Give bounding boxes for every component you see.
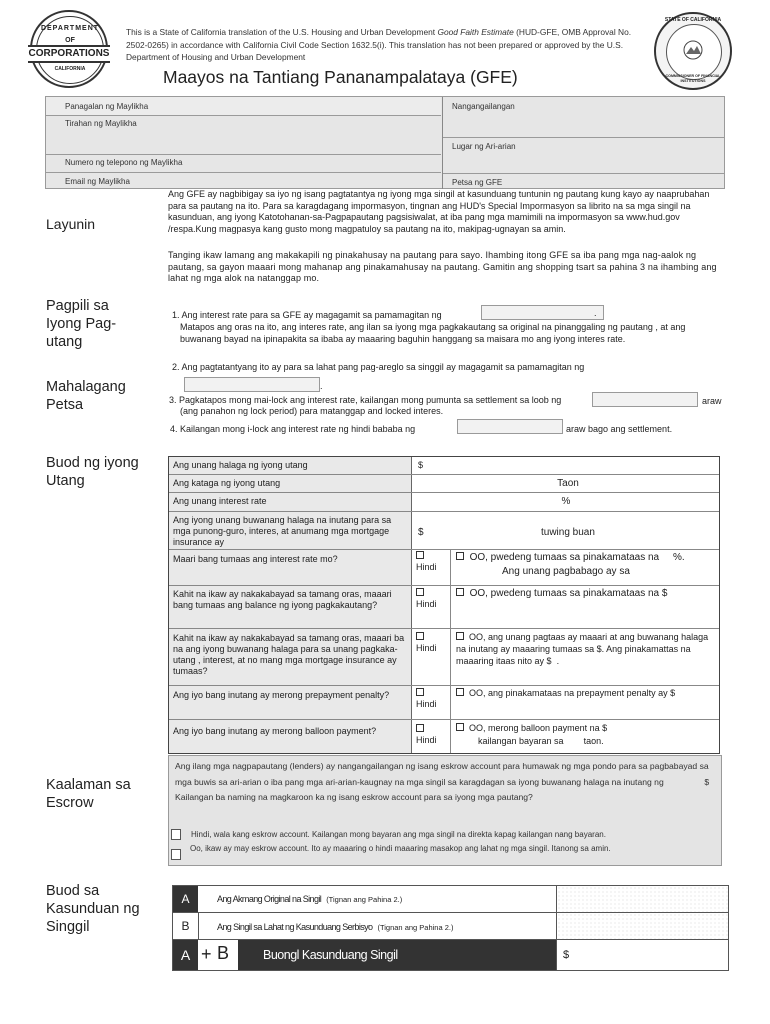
no-label: Hindi xyxy=(416,699,437,709)
loan-amount-label: Ang unang halaga ng iyong utang xyxy=(173,460,308,470)
yes-suffix: %. xyxy=(673,552,685,563)
state-of-california-seal xyxy=(654,12,732,90)
yes-suffix: . xyxy=(556,656,560,666)
yes-text: OO, merong balloon payment na $ xyxy=(469,723,608,733)
row-divider xyxy=(169,511,719,512)
property-field[interactable] xyxy=(443,137,724,174)
borrower-field[interactable] xyxy=(443,97,724,138)
checkbox-icon[interactable] xyxy=(416,632,424,640)
yes-text: OO, pwedeng tumaas sa pinakamataas na $ xyxy=(469,588,668,599)
origination-charges-amount[interactable] xyxy=(556,886,729,912)
item4-suffix: araw bago ang settlement. xyxy=(566,424,673,434)
item1-suffix: . xyxy=(594,308,597,318)
translation-notice xyxy=(126,26,646,64)
row-divider xyxy=(169,549,719,550)
escrow-no-checkbox[interactable] xyxy=(171,829,181,840)
row-divider xyxy=(169,628,719,629)
prepayment-penalty-no-option[interactable] xyxy=(416,688,450,710)
escrow-text-1: Ang ilang mga nagpapautang (lenders) ay nangangailangan ng isang eskrow account para humawak ng mga pondo para sa pagbabayad sa mga buwis sa ari-arian o iba pang mga ari-arian-kaugnay na mga singil sa karagdagan sa iyong buwanang halaga na inutang ng xyxy=(175,761,709,787)
monthly-payment-suffix: tuwing buan xyxy=(541,527,595,538)
checkbox-icon[interactable] xyxy=(416,551,424,559)
origination-charges-row xyxy=(173,886,728,913)
monthly-payment-label: Ang iyong unang buwanang halaga na inutang para sa mga punong-guro, interes, at anumang mga mortgage insurance ay xyxy=(173,515,392,547)
checkbox-icon[interactable] xyxy=(456,588,464,596)
item1-text: 1. Ang interest rate para sa GFE ay magagamit sa pamamagitan ng xyxy=(172,310,442,320)
item3-subtext: (ang panahon ng lock period) para matanggap and locked interes. xyxy=(180,406,444,416)
item3-text: 3. Pagkatapos mong mai-lock ang interest rate, kailangan mong pumunta sa settlement sa loob ng xyxy=(169,395,562,405)
loan-summary-section-title: Buod ng iyong Utang xyxy=(46,455,139,489)
balloon-payment-no-option[interactable] xyxy=(416,724,450,746)
rate-rise-yes-option[interactable] xyxy=(456,551,718,579)
escrow-yes-option: Oo, ikaw ay may eskrow account. Ito ay maaaring o hindi maaaring masakop ang lahat ng mga singil. Itanong sa amin. xyxy=(190,844,611,853)
escrow-text-1-suffix: $ xyxy=(704,776,710,787)
balance-rise-no-option[interactable] xyxy=(416,588,450,610)
lender-address-label: Tirahan ng Maylikha xyxy=(65,119,137,128)
settlement-services-amount[interactable] xyxy=(556,913,729,939)
purpose-paragraph-2: Tanging ikaw lamang ang makakapili ng pinakahusay na pautang para sayo. Ihambing itong GFE sa iba pang mga nag-aalok ng pautang, sa gayon maaari mong mahanap ang pinakamahusay na pautang. Gamitin ang shopping tsart sa pahina 3 na ihambing ang lahat ng mga alok na natanggap mo. xyxy=(168,250,717,283)
monthly-payment-dollar[interactable]: $ xyxy=(418,527,424,538)
no-label: Hindi xyxy=(416,643,437,653)
interest-rate-label: Ang unang interest rate xyxy=(173,496,267,506)
escrow-no-option: Hindi, wala kang eskrow account. Kailangan mong bayaran ang mga singil na direkta kapag kailangan nang bayaran. xyxy=(191,830,606,839)
interest-rate-date-input[interactable] xyxy=(481,305,604,320)
checkbox-icon[interactable] xyxy=(456,723,464,731)
seal-emblem-icon xyxy=(681,38,705,62)
notice-part-1: This is a State of California translation of the U.S. Housing and Urban Development xyxy=(126,27,438,37)
first-change-text: Ang unang pagbabago ay sa xyxy=(502,566,630,577)
balloon-payment-question: Ang iyo bang inutang ay merong balloon payment? xyxy=(173,726,377,736)
balance-rise-yes-option[interactable] xyxy=(456,588,718,599)
notice-part-2: (HUD-GFE, OMB Approval No. 2502-0265) in accordance with California Civil Code Section 1632.5(i). This translation has not been prepared or approved by the U.S. Department of Housing and Urban Development xyxy=(126,27,632,62)
settlement-services-row xyxy=(173,913,728,940)
rate-rise-question: Maari bang tumaas ang interest rate mo? xyxy=(173,554,338,564)
balance-rise-question: Kahit na ikaw ay nakakabayad sa tamang oras, maaari bang tumaas ang balance ng iyong pagkakautang? xyxy=(173,589,392,610)
total-letter-a: A xyxy=(173,940,198,970)
purpose-paragraph-1: Ang GFE ay nagbibigay sa iyo ng isang pagtatantya ng iyong mga singil at kasunduang tuntunin ng pautang kung kayo ay naaprubahan para sa pautang na ito. Para sa karagdagang impormasyon, tingnan ang HUD's Special Impormasyon sa librito na sa mga singil na kasunduan, ang iyong Katotohanan-sa-Pagpapautang pagsisiwalat, at iba pang mga mamimili na impormasyon sa www.hud.gov /respa.Kung magpasya kang gusto mong magpatuloy sa pautang na ito, makipag-ugnayan sa amin. xyxy=(168,189,710,234)
yes-text: OO, pwedeng tumaas sa pinakamataas na xyxy=(469,552,660,563)
item2-text: 2. Ang pagtatantyang ito ay para sa lahat pang pag-areglo sa singgil ay magagamit sa pamamagitan ng xyxy=(172,362,585,372)
total-settlement-amount[interactable] xyxy=(556,940,729,970)
lender-phone-label: Numero ng telepono ng Maylikha xyxy=(65,158,183,167)
settlement-services-label xyxy=(217,922,453,932)
interest-rate-value[interactable]: % xyxy=(561,496,571,507)
yes-text: OO, ang pinakamataas na prepayment penalty ay $ xyxy=(469,688,676,698)
borrower-label: Nangangailangan xyxy=(452,102,515,111)
page-title: Maayos na Tantiang Pananampalataya (GFE) xyxy=(163,67,518,87)
rate-rise-no-option[interactable] xyxy=(416,551,450,573)
yes-no-divider xyxy=(450,550,451,753)
checkbox-icon[interactable] xyxy=(456,632,464,640)
services-label-text: Ang Singil sa Lahat ng Kasunduang Serbisyo xyxy=(217,922,373,932)
no-label: Hindi xyxy=(416,735,437,745)
seal-middle-text: OF xyxy=(65,37,75,44)
item4-text: 4. Kailangan mong i-lock ang interest rate ng hindi bababa ng xyxy=(170,424,416,434)
department-of-corporations-seal xyxy=(30,10,108,88)
seal-top-text: DEPARTMENT xyxy=(40,25,100,32)
lender-address-field[interactable] xyxy=(46,116,441,155)
yes-text: OO, ang unang pagtaas ay maaari at ang buwanang halaga na inutang ay maaaring tumaas sa $. Ang pinakamattas na maaaring itaas nito ay $ xyxy=(456,632,709,666)
row-divider xyxy=(169,492,719,493)
payment-rise-question: Kahit na ikaw ay nakakabayad sa tamang oras, maaari ba na ang iyong buwanang halaga para sa unang pagkaka-utang , interest, at no mang mga mortgage insurance ay tumaas? xyxy=(173,633,405,676)
total-settlement-label: Buongl Kasunduang Singil xyxy=(263,948,398,962)
row-divider xyxy=(169,474,719,475)
loan-term-label: Ang kataga ng iyong utang xyxy=(173,478,281,488)
settlement-section-title: Buod sa Kasunduan ng Singgil xyxy=(46,883,140,935)
checkbox-icon[interactable] xyxy=(456,552,464,560)
lender-email-field[interactable] xyxy=(46,172,441,189)
loan-term-value[interactable]: Taon xyxy=(557,478,579,489)
row-divider xyxy=(169,585,719,586)
interest-rate-availability-text xyxy=(172,310,732,322)
seal-commissioner-text: COMMISSIONER OF FINANCIAL INSTITUTIONS xyxy=(665,74,721,83)
purpose-section-title: Layunin xyxy=(46,216,96,232)
checkbox-icon[interactable] xyxy=(456,688,464,696)
no-label: Hindi xyxy=(416,562,437,572)
lender-name-label: Panagalan ng Maylikha xyxy=(65,102,149,111)
seal-state-text: STATE OF CALIFORNIA xyxy=(664,17,722,23)
checkbox-icon[interactable] xyxy=(416,724,424,732)
lender-email-label: Email ng Maylikha xyxy=(65,177,130,186)
balloon-payment-yes-option[interactable] xyxy=(456,722,718,748)
dates-section-title: Mahalagang Petsa xyxy=(46,379,126,413)
checkbox-icon[interactable] xyxy=(416,688,424,696)
services-hint: (Tignan ang Pahina 2.) xyxy=(377,923,454,932)
gfe-date-label: Petsa ng GFE xyxy=(452,178,503,187)
escrow-intro-text xyxy=(175,759,715,806)
origination-hint: (Tignan ang Pahina 2.) xyxy=(326,895,403,904)
escrow-question: Kailangan ba naming na magkaroon ka ng isang eskrow account para sa iyong mga pautang? xyxy=(175,792,533,802)
seal-bottom-text: CALIFORNIA xyxy=(54,66,86,72)
origination-label-text: Ang Akmang Original na Singil xyxy=(217,894,322,904)
no-label: Hindi xyxy=(416,599,437,609)
item3-suffix: araw xyxy=(702,396,722,406)
row-divider xyxy=(169,685,719,686)
settlement-charges-date-input[interactable] xyxy=(184,377,320,392)
total-letter-b: B xyxy=(217,943,230,963)
lock-period-days-input[interactable] xyxy=(592,392,698,407)
origination-charges-label xyxy=(217,894,402,904)
escrow-yes-checkbox[interactable] xyxy=(171,849,181,860)
plus-sign: + xyxy=(201,944,212,964)
lender-phone-field[interactable] xyxy=(46,154,441,173)
checkbox-icon[interactable] xyxy=(416,588,424,596)
row-letter-a: A xyxy=(173,886,198,912)
row-divider xyxy=(169,719,719,720)
loan-amount-value[interactable]: $ xyxy=(418,460,424,470)
shopping-section-title: Pagpili sa Iyong Pag-utang xyxy=(46,298,117,350)
seal-main-banner: CORPORATIONS xyxy=(28,45,110,63)
lock-days-before-settlement-input[interactable] xyxy=(457,419,563,434)
payment-rise-no-option[interactable] xyxy=(416,632,450,654)
balloon-due-text: kailangan bayaran sa taon. xyxy=(478,736,604,746)
escrow-section-title: Kaalaman sa Escrow xyxy=(46,777,131,811)
item2-suffix: . xyxy=(320,381,323,391)
item1-subtext: Matapos ang oras na ito, ang interes rate, ang ilan sa iyong mga pagkakautang sa original na pinanggaling ng pautang , at ang buwanang bayad na ipinapakita sa ibaba ay maaaring baguhin hanggang sa maisara mo ang iyong interes rate. xyxy=(180,322,686,344)
prepayment-penalty-yes-option[interactable] xyxy=(456,688,718,699)
property-label: Lugar ng Ari-arian xyxy=(452,142,516,151)
total-dollar-sign: $ xyxy=(563,949,570,961)
prepayment-penalty-question: Ang iyo bang inutang ay merong prepayment penalty? xyxy=(173,690,390,700)
payment-rise-yes-option[interactable] xyxy=(456,631,718,667)
total-settlement-row xyxy=(173,940,728,970)
notice-italic: Good Faith Estimate xyxy=(437,27,514,37)
row-letter-b: B xyxy=(173,913,199,939)
